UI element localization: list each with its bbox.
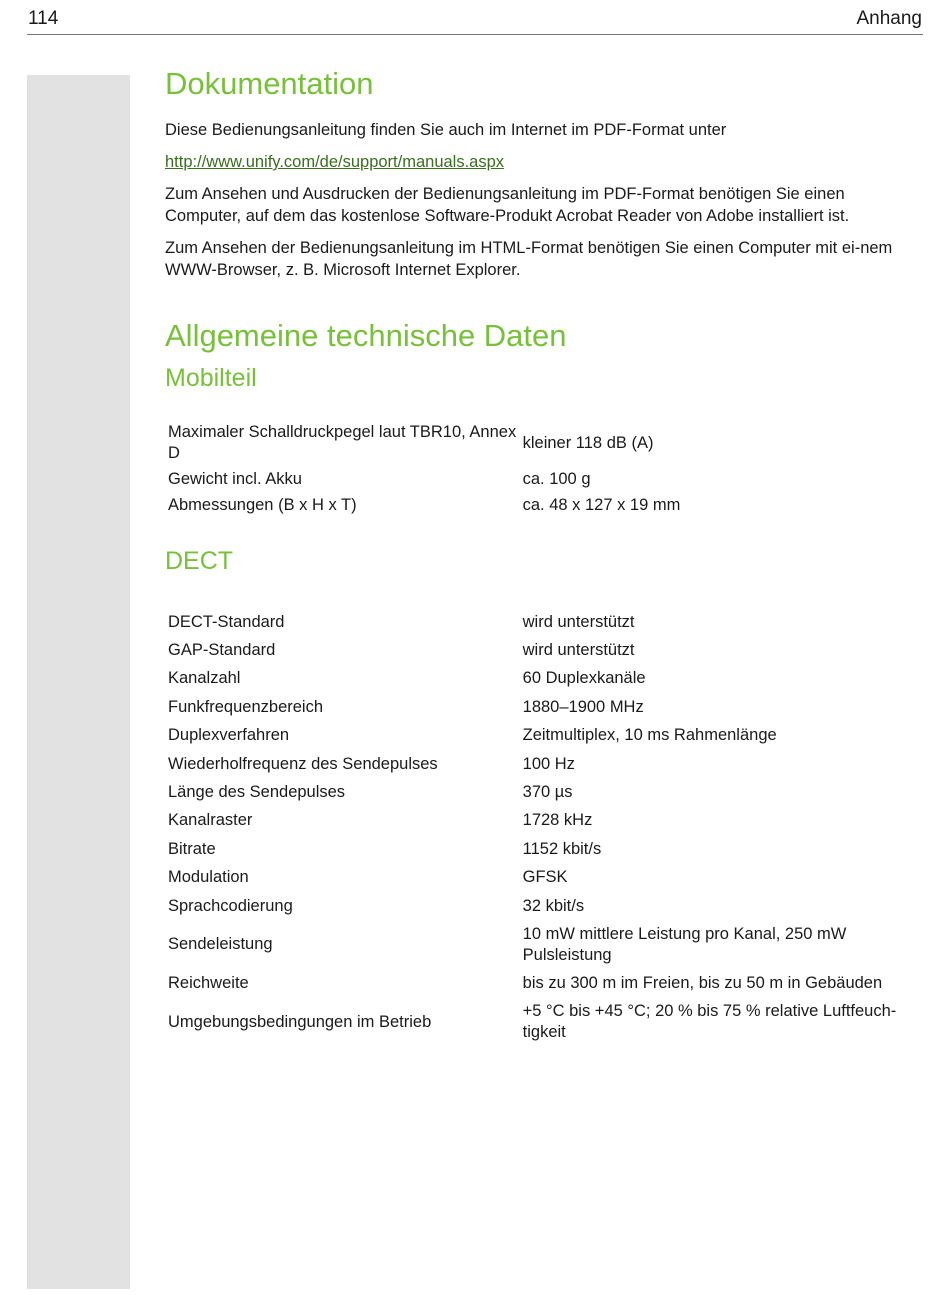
header-divider bbox=[27, 34, 923, 35]
spec-label: Reichweite bbox=[168, 973, 249, 992]
table-row bbox=[165, 722, 927, 750]
spec-label: Bitrate bbox=[168, 839, 216, 858]
spec-label: Abmessungen (B x H x T) bbox=[168, 495, 357, 514]
spec-value: 1880–1900 MHz bbox=[522, 697, 644, 716]
spec-value: 370 µs bbox=[522, 783, 573, 802]
spec-label: Länge des Sendepulses bbox=[168, 783, 346, 802]
table-row bbox=[165, 608, 927, 636]
spec-value: 60 Duplexkanäle bbox=[522, 669, 646, 688]
spec-label: Kanalraster bbox=[168, 811, 253, 830]
spec-value: 10 mW mittlere Leistung pro Kanal, 250 mW Pulsleistung bbox=[522, 924, 847, 964]
spec-value: Zeitmultiplex, 10 ms Rahmenlänge bbox=[522, 726, 777, 745]
spec-value: +5 °C bis +45 °C; 20 % bis 75 % relative Luftfeuch-tigkeit bbox=[522, 1002, 897, 1042]
table-row bbox=[165, 492, 927, 518]
documentation-heading: Dokumentation bbox=[165, 66, 374, 101]
table-row bbox=[165, 778, 927, 806]
spec-label: Kanalzahl bbox=[168, 669, 241, 688]
spec-label: Umgebungsbedingungen im Betrieb bbox=[168, 1012, 432, 1031]
spec-value: ca. 100 g bbox=[522, 469, 591, 488]
spec-value: GFSK bbox=[522, 868, 568, 887]
spec-value: 32 kbit/s bbox=[522, 896, 585, 915]
table-row bbox=[165, 466, 927, 492]
spec-value: 1152 kbit/s bbox=[522, 839, 602, 858]
spec-label: GAP-Standard bbox=[168, 641, 276, 660]
spec-value: ca. 48 x 127 x 19 mm bbox=[522, 495, 681, 514]
handset-table bbox=[165, 420, 927, 518]
documentation-intro: Diese Bedienungsanleitung finden Sie auch im Internet im PDF-Format unter bbox=[165, 121, 727, 139]
pdf-paragraph: Zum Ansehen und Ausdrucken der Bedienungsanleitung im PDF-Format benötigen Sie einen Computer, auf dem das kostenlose Software-Produkt Acrobat Reader von Adobe installiert ist. bbox=[165, 185, 850, 225]
table-row bbox=[165, 665, 927, 693]
spec-label: Wiederholfrequenz des Sendepulses bbox=[168, 754, 438, 773]
spec-value: kleiner 118 dB (A) bbox=[522, 433, 654, 452]
table-row bbox=[165, 693, 927, 721]
manual-link[interactable]: http://www.unify.com/de/support/manuals.aspx bbox=[165, 153, 505, 171]
table-row bbox=[165, 636, 927, 664]
side-margin-bar bbox=[27, 75, 130, 1289]
tech-data-heading: Allgemeine technische Daten bbox=[165, 318, 567, 353]
manual-link-paragraph bbox=[165, 151, 920, 173]
table-row bbox=[165, 892, 927, 920]
dect-table bbox=[165, 608, 927, 1047]
section-label: Anhang bbox=[856, 8, 922, 29]
table-row bbox=[165, 969, 927, 997]
handset-heading: Mobilteil bbox=[165, 364, 257, 392]
spec-value: 100 Hz bbox=[522, 754, 575, 773]
table-row bbox=[165, 420, 927, 466]
spec-value: 1728 kHz bbox=[522, 811, 593, 830]
table-row bbox=[165, 864, 927, 892]
page-number: 114 bbox=[28, 8, 59, 29]
table-row bbox=[165, 998, 927, 1047]
table-row bbox=[165, 807, 927, 835]
spec-value: wird unterstützt bbox=[522, 612, 635, 631]
spec-label: Funkfrequenzbereich bbox=[168, 697, 324, 716]
spec-label: Duplexverfahren bbox=[168, 726, 290, 745]
spec-value: bis zu 300 m im Freien, bis zu 50 m in Gebäuden bbox=[522, 973, 883, 992]
dect-heading: DECT bbox=[165, 547, 234, 575]
spec-label: DECT-Standard bbox=[168, 612, 285, 631]
table-row bbox=[165, 920, 927, 969]
spec-label: Sprachcodierung bbox=[168, 896, 293, 915]
spec-label: Modulation bbox=[168, 868, 249, 887]
spec-label: Gewicht incl. Akku bbox=[168, 469, 302, 488]
spec-label: Maximaler Schalldruckpegel laut TBR10, Annex D bbox=[168, 423, 517, 462]
spec-label: Sendeleistung bbox=[168, 935, 273, 954]
table-row bbox=[165, 750, 927, 778]
html-paragraph: Zum Ansehen der Bedienungsanleitung im HTML-Format benötigen Sie einen Computer mit ei-nem WWW-Browser, z. B. Microsoft Internet Explorer. bbox=[165, 239, 893, 279]
spec-value: wird unterstützt bbox=[522, 641, 635, 660]
table-row bbox=[165, 835, 927, 863]
